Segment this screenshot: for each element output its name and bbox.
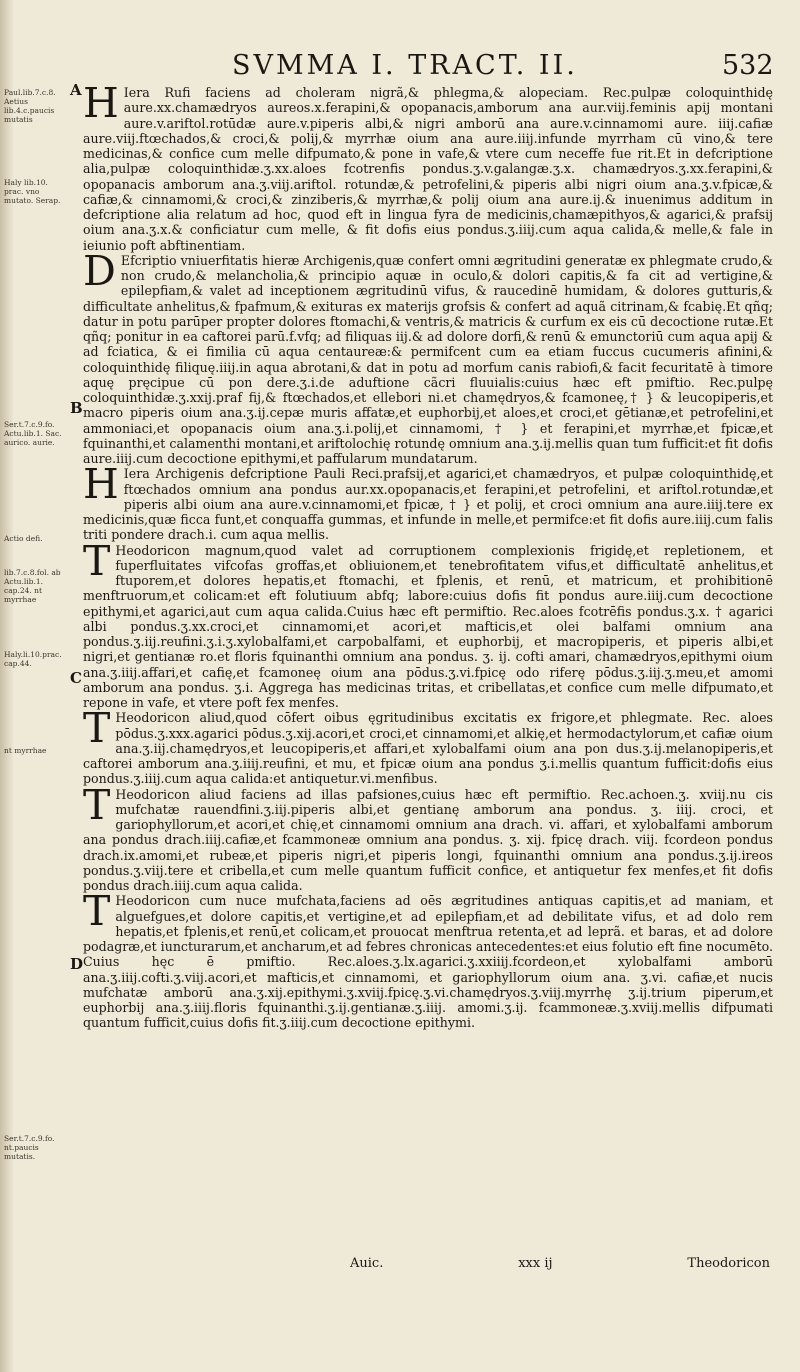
margin-section-letter: A <box>70 81 82 99</box>
margin-note: lib.7.c.8.fol. ab Actu.lib.1. cap.24. nt myrrhae <box>4 568 61 604</box>
margin-note: Haly lib.10. prac. vno mutato. Serap. <box>4 178 61 205</box>
paragraph <box>83 536 773 711</box>
margin-note: Actio defi. <box>4 534 43 543</box>
main-text-column <box>83 79 773 1031</box>
drop-capital: H <box>83 460 119 509</box>
drop-capital: T <box>83 887 111 936</box>
margin-note: nt myrrhae <box>4 746 47 755</box>
margin-note: Paul.lib.7.c.8. Aetius lib.4.c.paucis mutatis <box>4 88 56 124</box>
folio-number: 532 <box>722 50 774 81</box>
drop-capital: T <box>83 780 111 829</box>
running-head: SVMMA I. TRACT. II. <box>232 50 578 81</box>
binding-shadow <box>0 0 14 1372</box>
margin-note: Ser.t.7.c.9.fo. nt.paucis mutatis. <box>4 1134 55 1161</box>
margin-section-letter: D <box>70 955 84 973</box>
margin-note: Ser.t.7.c.9.fo. Actu.lib.1. Sac. aurico. aurie. <box>4 420 62 447</box>
paragraph <box>83 246 773 467</box>
margin-section-letter: C <box>70 669 82 687</box>
paragraph-text: Efcriptio vniuerfitatis hieræ Archigenis,quæ confert omni ægritudini generatæ ex phlegmate crudo,& non crudo,& melancholia,& principio aquæ in oculo,& dolori capitis,& fa cit ad vertigine,& epilepfiam,& valet ad inceptionem ægritudinū vifus, & raucedinē humidam, & dolores gutturis,& difficultate anhelitus,& fpafmum,& exituras ex materijs grofsis & confert ad aquã citrinam,& fcabię.Et qñq; datur in potu parūper propter dolores ftomachi,& ventris,& matricis & curfum ex eis cū decoctione rutæ.Et qñq; ponitur in ea caftorei parū.f.vfq; ad filiquas iij.& ad dolore dorfi,& renū & emunctoriū cum aqua apij & ad fciatica, & ei fimilia cū aqua centaureæ:& permifcent cum ea etiam fuccus cucumeris afinini,& coloquinthidę filiquę.iiij.in aqua abrotani,& dat in potu ad morfum canis rabiofi,& facit fecuritatē à timore aquę pręcipue cū pon dere.ʒ.i.de aduftione cãcri fluuialis:cuius hæc eft pmiftio. Rec.pulpę coloquinthidæ.ʒ.xxij.praf fij,& ftœchados,et ellebori ni.et chamędryos,& fcamoneę,† } & leucopiperis,et macro piperis oium ana.ʒ.ij.cepæ muris affatæ,et euphorbij,et aloes,et croci,et gētianæ,et petrofelini,et ammoniaci,et opopanacis oium ana.ʒ.i.polij,et cinnamomi, † } et ferapini,et myrrhæ,et fpicæ,et fquinanthi,et calamenthi montani,et ariftolochię rotundę omnium ana.ʒ.ij.mellis quan tum fufficit:et fit dofis aure.iiij.cum decoctione epithymi,et paffularum mundatarum. <box>83 252 773 466</box>
paragraph <box>83 704 773 787</box>
paragraph-text: Heodoricon magnum,quod valet ad corruptionem complexionis frigidę,et repletionem, et fuperfluitates vifcofas groffas,et obliuionem,et tenebrofitatem vifus,et difficultatē anhelitus,et ftuporem,et dolores hepatis,et ftomachi, et fplenis, et renū, et matricum, et prohibitionē menftruorum,et colicam:et eft folutiuum abfq; labore:cuius dofis fit pondus aure.iiij.cum decoctione epithymi,et agarici,aut cum aqua calida.Cuius hæc eft permiftio. Rec.aloes fcotrēfis pondus.ʒ.x. † agarici albi pondus.ʒ.xx.croci,et cinnamomi,et acori,et mafticis,et olei balfami omnium ana pondus.ʒ.iij.reufini.ʒ.i.ʒ.xylobalfami,et carpobalfami, et euphorbij, et macropiperis, et piperis albi,et nigri,et gentianæ ro.et floris fquinanthi omnium ana pondus. ʒ. ij. cofti amari, chamædryos,epithymi oium ana.ʒ.iiij.affari,et cafię,et fcamoneę oium ana pōdus.ʒ.vi.fpicę odo riferę pōdus.ʒ.iij.ʒ.meu,et amomi amborum ana pondus. ʒ.i. Aggrega has medicinas tritas, et cribellatas,et confice cum melle difpumato,et repone in vafe, et vtere poft fex menfes. <box>83 542 773 710</box>
margin-note: Haly.li.10.prac. cap.44. <box>4 650 62 668</box>
catchword-line <box>350 1256 770 1271</box>
catchword-left: Auic. <box>350 1256 384 1271</box>
paragraph <box>83 79 773 253</box>
drop-capital: D <box>83 246 116 295</box>
paragraph <box>83 780 773 894</box>
drop-capital: T <box>83 704 111 753</box>
paragraph-text: Heodoricon aliud faciens ad illas pafsiones,cuius hæc eft permiftio. Rec.achoen.ʒ. xviij.nu cis mufchatæ rauendfini.ʒ.iij.piperis albi,et gentianę amborum ana pondus. ʒ. iiij. croci, et gariophyllorum,et acori,et chię,et cinnamomi omnium ana drach. vi. affari, et xylobalfami amborum ana pondus drach.iiij.cafiæ,et fcammoneæ omnium ana pondus. ʒ. xij. fpicę drach. viij. fcordeon pondus drach.ix.amomi,et rubeæ,et piperis nigri,et piperis longi, fquinanthi omnium ana pondus.ʒ.ij.ireos pondus.ʒ.viij.tere et cribella,et cum melle quantum fufficit confice, et antiquetur fex menfes,et fit dofis pondus drach.iiij.cum aqua calida. <box>83 786 773 893</box>
paragraph-text: Iera Rufi faciens ad choleram nigrã,& phlegma,& alopeciam. Rec.pulpæ coloquinthidę aure.xx.chamædryos aureos.x.ferapini,& opopanacis,amborum ana aur.viij.feminis apij montani aure.v.ariftol.rotūdæ aure.v.piperis albi,& nigri amborū ana aure.v.cinnamomi aure. iiij.cafiæ aure.viij.ftœchados,& croci,& polij,& myrrhæ oium ana aure.iiij.infunde myrrham cū vino,& tere medicinas,& confice cum melle difpumato,& pone in vafe,& vtere cum neceffe fue rit.Et in defcriptione alia,pulpæ coloquinthidæ.ʒ.xx.aloes fcotrenfis pondus.ʒ.v.galangæ.ʒ.x. chamædryos.ʒ.xx.ferapini,& opopanacis amborum ana.ʒ.viij.ariftol. rotundæ,& petrofelini,& piperis albi nigri oium ana.ʒ.v.fpicæ,& cafiæ,& cinnamomi,& croci,& zinziberis,& myrrhæ,& polij oium ana aure.ij.& inuenimus additum in defcriptione alia relatum ad hoc, quod eft in lingua fyra de medicinis,chamæpithyos,& agarici,& prafsij oium ana.ʒ.x.& conficiatur cum melle, & fit dofis eius pondus.ʒ.iiij.cum aqua calida,& melle,& fale in ieiunio poft abftinentiam. <box>83 85 773 253</box>
paragraph-text: Heodoricon cum nuce mufchata,faciens ad oēs ægritudines antiquas capitis,et ad maniam, et alguefgues,et dolore capitis,et vertigine,et ad epilepfiam,et ad debilitate vifus, et ad dolo rem hepatis,et fplenis,et renū,et colicam,et prouocat menftrua retenta,et ad leprã. et baras, et ad dolore podagræ,et iuncturarum,et ancharum,et ad febres chronicas antecedentes:et eius folutio eft fine nocumēto. Cuius hęc ē pmiftio. Rec.aloes.ʒ.lx.agarici.ʒ.xxiiij.fcordeon,et xylobalfami amborū ana.ʒ.iiij.cofti.ʒ.viij.acori,et mafticis,et cinnamomi, et gariophyllorum oium ana. ʒ.vi. cafiæ,et nucis mufchatæ amborū ana.ʒ.xij.epithymi.ʒ.xviij.fpicę.ʒ.vi.chamędryos.ʒ.viij.myrrhę ʒ.ij.trium piperum,et euphorbij ana.ʒ.iiij.floris fquinanthi.ʒ.ij.gentianæ.ʒ.iiij. amomi.ʒ.ij. fcammoneæ.ʒ.xviij.mellis difpumati quantum fufficit,cuius dofis fit.ʒ.iiij.cum decoctione epithymi. <box>83 893 773 1031</box>
paragraph <box>83 887 773 1031</box>
catchword-right: Theodoricon <box>687 1256 770 1271</box>
paragraph-text: Iera Archigenis defcriptione Pauli Reci.prafsij,et agarici,et chamædryos, et pulpæ coloquinthidę,et ftœchados omnium ana pondus aur.xx.opopanacis,et ferapini,et petrofelini, et ariftol.rotundæ,et piperis albi oium ana aure.v.cinnamomi,et fpicæ, † } et polij, et croci omnium ana aure.iiij.tere ex medicinis,quæ ficca funt,et conquaffa gummas, et infunde in melle,et permifce:et fit dofis aure.iiij.cum falis triti pondere drach.i. cum aqua mellis. <box>83 466 773 543</box>
paragraph-text: Heodoricon aliud,quod cōfert oibus ęgritudinibus excitatis ex frigore,et phlegmate. Rec. aloes pōdus.ʒ.xxx.agarici pōdus.ʒ.xij.acori,et croci,et cinnamomi,et alkię,et hermodactylorum,et cafiæ oium ana.ʒ.iij.chamędryos,et leucopiperis,et affari,et xylobalfami oium ana pon dus.ʒ.ij.melanopiperis,et caftorei amborum ana.ʒ.iiij.reufini, et mu, et fpicæ oium ana pondus ʒ.i.mellis quantum fufficit:dofis eius pondus.ʒ.iiij.cum aqua calida:et antiquetur.vi.menfibus. <box>83 710 773 787</box>
signature-mark: xxx ij <box>518 1256 553 1271</box>
margin-section-letter: B <box>70 399 83 417</box>
paragraph <box>83 460 773 543</box>
drop-capital: T <box>83 536 111 585</box>
drop-capital: H <box>83 79 119 127</box>
